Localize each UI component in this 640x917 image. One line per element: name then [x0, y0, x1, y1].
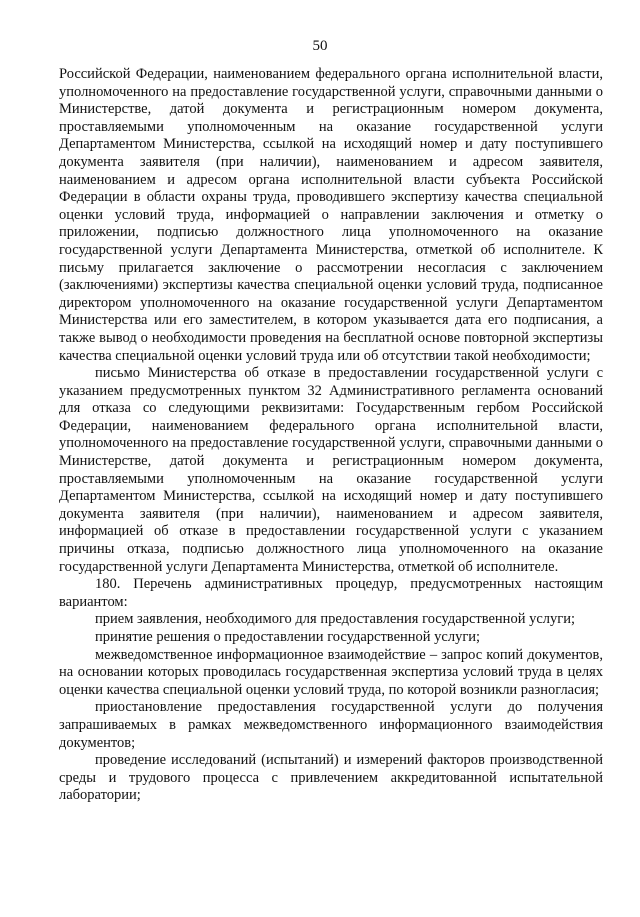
- document-body: [59, 66, 603, 805]
- page-number: 50: [312, 38, 328, 54]
- list-item-lab-research: проведение исследований (испытаний) и измерений факторов производственной среды и трудового процесса с привлечением аккредитованной испытательной лаборатории;: [59, 752, 603, 804]
- paragraph-refusal-letter: письмо Министерства об отказе в предоставлении государственной услуги с указанием предусмотренных пунктом 32 Административного регламента оснований для отказа со следующими реквизитами: Государственным гербом Российской Федерации, наименованием федерального органа исполнительной власти, уполномоченного на предоставление государственной услуги, справочными данными о Министерстве, датой документа и регистрационным номером документа, проставляемыми уполномоченным на оказание государственной услуги Департаментом Министерства, ссылкой на исходящий номер и дату поступившего документа заявителя (при наличии), наименованием и адресом заявителя, информацией об отказе в предоставлении государственной услуги с указанием причины отказа, подписью должностного лица уполномоченного на оказание государственной услуги Департамента Министерства, отметкой об исполнителе.: [59, 365, 603, 575]
- list-item-decision: принятие решения о предоставлении государственной услуги;: [95, 629, 481, 645]
- paragraph-procedure-list-intro: 180. Перечень административных процедур, предусмотренных настоящим вариантом:: [59, 576, 603, 610]
- paragraph-continuation: Российской Федерации, наименованием федерального органа исполнительной власти, уполномоченного на предоставление государственной услуги, справочными данными о Министерстве, датой документа и регистрационным номером документа, проставляемыми уполномоченным на оказание государственной услуги Департаментом Министерства, ссылкой на исходящий номер и дату поступившего документа заявителя (при наличии), наименованием и адресом заявителя, наименованием и адресом органа исполнительной власти субъекта Российской Федерации в области охраны труда, проводившего экспертизу качества специальной оценки условий труда, информацией о направлении заключения и отметку о приложении, подписью должностного лица уполномоченного на оказание государственной услуги Департамента Министерства, отметкой об исполнителе. К письму прилагается заключение о рассмотрении несогласия с заключением (заключениями) экспертизы качества специальной оценки условий труда, подписанное директором уполномоченного на оказание государственной услуги Департаментом Министерства или его заместителем, в котором указывается дата его подписания, а также вывод о необходимости проведения на бесплатной основе повторной экспертизы качества специальной оценки условий труда или об отсутствии такой необходимости;: [59, 66, 603, 364]
- list-item-suspension: приостановление предоставления государственной услуги до получения запрашиваемых в рамках межведомственного информационного взаимодействия документов;: [59, 699, 603, 751]
- list-item-application-receipt: прием заявления, необходимого для предоставления государственной услуги;: [95, 611, 575, 628]
- list-item-interagency-interaction: межведомственное информационное взаимодействие – запрос копий документов, на основании которых проводилась государственная экспертиза условий труда в целях оценки качества специальной оценки условий труда, по которой возникли разногласия;: [59, 646, 603, 698]
